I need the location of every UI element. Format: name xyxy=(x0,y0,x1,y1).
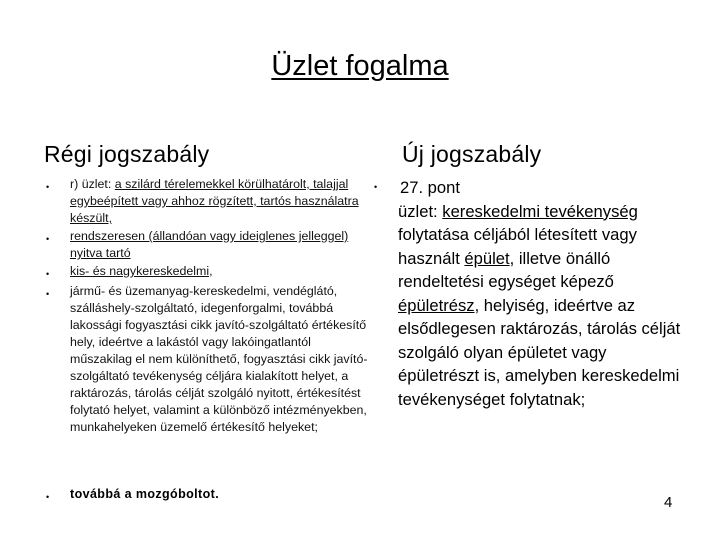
left-bullet-4: jármű- és üzemanyag-kereskedelmi, vendéglátó, szálláshely-szolgáltató, idegenforgalmi, továbbá lakossági fogyasztási cikk javító-szolgáltató értékesítő hely, ideértve a lakástól vagy lakóingatlantól műszakilag el nem különíthető, fogyasztási cikk javító-szolgáltató tevékenység céljára kialakított helyet, a raktározás, tárolás célját szolgáló nyitott, értékesítést folytató helyet, valamint a különböző intézményekben, munkahelyeken üzemelő értékesítő helyeket; xyxy=(70,284,368,434)
bullet-marker: • xyxy=(46,182,50,192)
bullet-marker: • xyxy=(46,289,50,299)
right-mid-2: , illetve önálló rendeltetési egységet képező xyxy=(398,248,614,291)
right-underlined-2: épület xyxy=(464,248,510,268)
left-bullet-1-prefix: r) üzlet: xyxy=(70,177,115,191)
left-bullet-2: rendszeresen (állandóan vagy ideiglenes jelleggel) nyitva tartó xyxy=(70,229,349,260)
left-column-heading: Régi jogszabály xyxy=(44,141,210,167)
right-mid-1: folytatása céljából létesített vagy használt xyxy=(398,225,637,268)
left-bullet-1 xyxy=(70,176,370,227)
right-definition xyxy=(398,176,688,411)
bullet-marker: • xyxy=(374,182,378,192)
right-intro: üzlet: xyxy=(398,201,443,221)
right-underlined-3: épületrész xyxy=(398,295,475,315)
bullet-marker: • xyxy=(46,269,50,279)
page-number: 4 xyxy=(664,494,673,511)
bullet-marker: • xyxy=(46,234,50,244)
slide-title: Üzlet fogalma xyxy=(271,50,449,82)
right-point-number: 27. pont xyxy=(400,178,460,197)
bullet-marker: • xyxy=(46,492,50,502)
left-bullet-1-underlined: a szilárd térelemekkel körülhatárolt, talajjal egybeépített vagy ahhoz rögzített, tartós használatra készült, xyxy=(70,177,359,225)
left-bullet-5: továbbá a mozgóboltot. xyxy=(70,487,220,501)
left-bullet-3: kis- és nagykereskedelmi, xyxy=(70,264,213,278)
right-rest: , helyiség, ideértve az elsődlegesen raktározás, tárolás célját szolgáló olyan épületet vagy épületrészt is, amelyben kereskedelmi tevékenységet folytatnak; xyxy=(398,295,681,409)
right-underlined-1: kereskedelmi tevékenység xyxy=(442,201,638,221)
right-column-heading: Új jogszabály xyxy=(402,141,542,167)
